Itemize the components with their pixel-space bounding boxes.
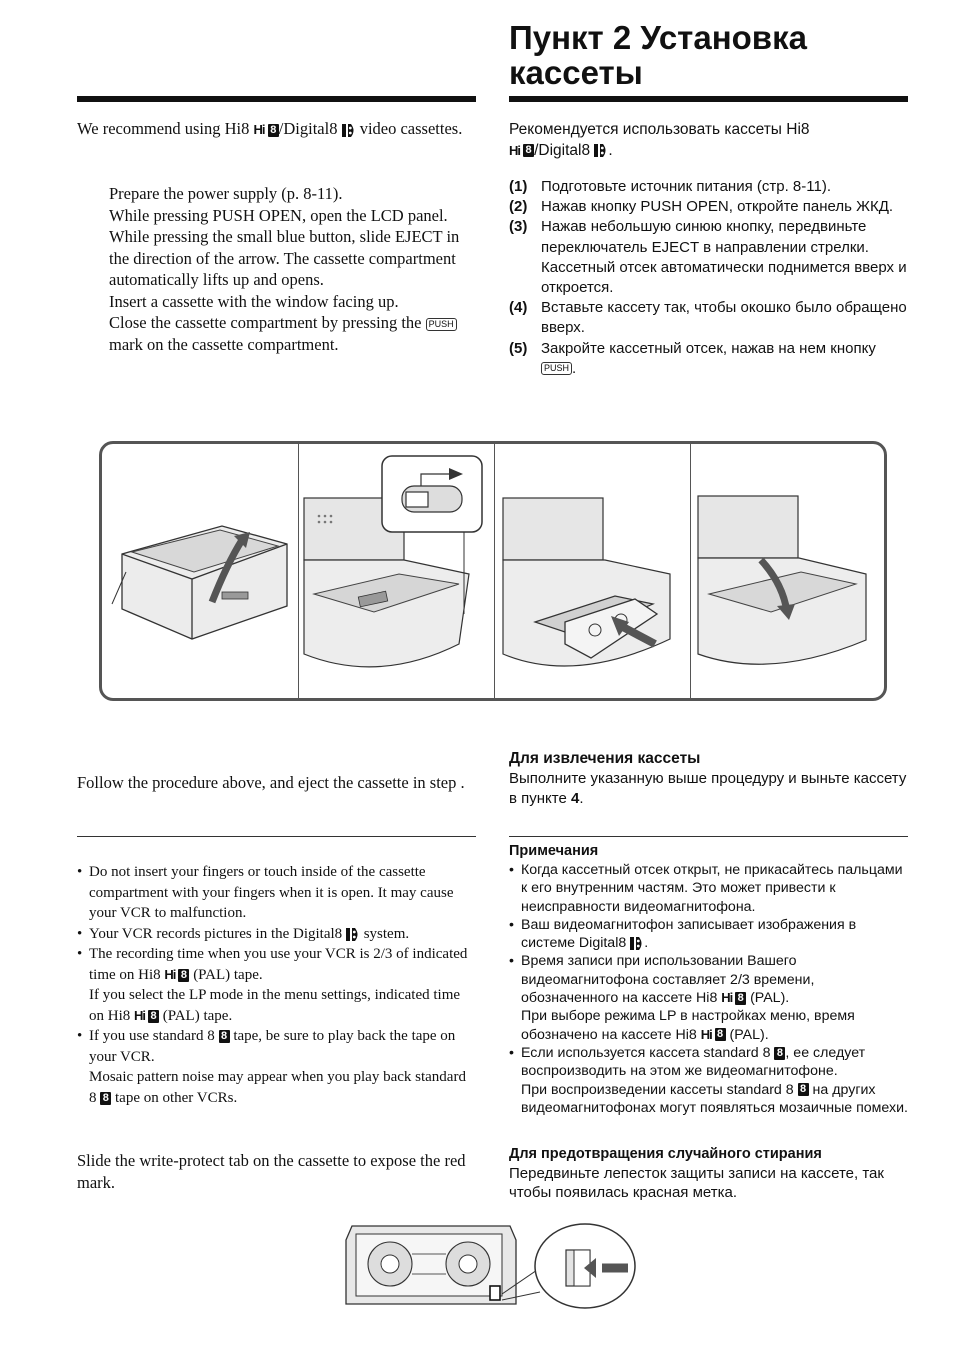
en-protect-text: Slide the write-protect tab on the cassette to expose the red mark. bbox=[77, 1151, 466, 1192]
vcr-lcd-open-eject-illustration bbox=[299, 444, 494, 698]
en-note-2: • Your VCR records pictures in the Digital8 system. bbox=[77, 925, 410, 942]
ru-steps bbox=[509, 177, 909, 379]
digital8-logo-icon bbox=[342, 124, 356, 137]
hi-logo: Hi bbox=[253, 122, 265, 137]
ru-step-1: (1) Подготовьте источник питания (стр. 8-11). bbox=[509, 178, 831, 195]
ru-note-1: • Когда кассетный отсек открыт, не прикасайтесь пальцами к его внутренним частям. Это может привести к неисправности видеомагнитофона. bbox=[509, 862, 903, 915]
ru-header-rule bbox=[509, 96, 908, 102]
hi-logo: Hi bbox=[134, 1007, 145, 1023]
vcr-closed-illustration bbox=[102, 444, 298, 698]
en-steps bbox=[109, 183, 479, 355]
en-step-2: While pressing PUSH OPEN, open the LCD panel. bbox=[109, 205, 448, 225]
format-8-badge: 8 bbox=[523, 144, 534, 157]
en-step-4: Insert a cassette with the window facing up. bbox=[109, 291, 399, 311]
ru-eject-text: Выполните указанную выше процедуру и выньте кассету в пункте 4. bbox=[509, 770, 907, 807]
page-title-line1: Пункт 2 Установка bbox=[509, 19, 807, 56]
ru-notes bbox=[509, 842, 911, 1117]
en-step-3: While pressing the small blue button, slide EJECT in the direction of the arrow. The cassette compartment automatically lifts up and opens. bbox=[109, 227, 460, 289]
hi-logo: Hi bbox=[509, 143, 520, 158]
ru-notes-heading: Примечания bbox=[509, 843, 599, 859]
ru-intro: Рекомендуется использовать кассеты Hi8 Hi 8 /Digital8 . bbox=[509, 121, 810, 159]
ru-step-4: (4) Вставьте кассету так, чтобы окошко было обращено вверх. bbox=[509, 299, 907, 337]
format-8-badge: 8 bbox=[774, 1047, 785, 1060]
push-mark-icon: PUSH bbox=[541, 362, 572, 375]
format-8-badge: 8 bbox=[715, 1028, 726, 1041]
page-title bbox=[509, 20, 909, 90]
hi-logo: Hi bbox=[700, 1026, 712, 1042]
format-8-badge: 8 bbox=[178, 969, 189, 982]
digital8-logo-icon bbox=[630, 937, 644, 950]
en-note-3: • The recording time when you use your VCR is 2/3 of indicated time on Hi8 Hi 8 (PAL) tape. If you select the LP mode in the menu settings, indicated time on Hi8 Hi 8 (PAL) tape. bbox=[77, 944, 477, 1026]
ru-protect-text: Передвиньте лепесток защиты записи на кассете, так чтобы появилась красная метка. bbox=[509, 1165, 884, 1201]
digital8-logo-icon bbox=[594, 144, 608, 157]
vcr-insert-cassette-illustration bbox=[495, 444, 690, 698]
en-intro: We recommend using Hi8 Hi 8 /Digital8 video cassettes. bbox=[77, 118, 479, 141]
en-header-rule bbox=[77, 96, 476, 102]
ru-note-3: • Время записи при использовании Вашего видеомагнитофона составляет 2/3 времени, обозначенного на кассете Hi8 Hi 8 (PAL). При выборе режима LP в настройках меню, время обозначено на кассете Hi8 Hi 8 (PAL). bbox=[509, 953, 855, 1043]
en-step-1: Prepare the power supply (p. 8-11). bbox=[109, 184, 343, 203]
ru-eject-heading: Для извлечения кассеты bbox=[509, 750, 701, 767]
cassette-write-protect-illustration bbox=[340, 1220, 640, 1312]
vcr-close-compartment-illustration bbox=[691, 444, 887, 698]
ru-protect-section bbox=[509, 1145, 909, 1202]
en-step-5: Close the cassette compartment by pressing the PUSH mark on the cassette compartment. bbox=[109, 312, 479, 355]
illustration-step-1 bbox=[102, 444, 299, 698]
ru-note-2: • Ваш видеомагнитофон записывает изображения в системе Digital8 . bbox=[509, 916, 857, 952]
illustration-step-2 bbox=[299, 444, 495, 698]
ru-note-4: • Если используется кассета standard 8 8 , ее следует воспроизводить на этом же видеомагнитофоне. При воспроизведении кассеты standard 8 8 на других видеомагнитофонах могут появляться мозаичные помехи. bbox=[509, 1044, 908, 1116]
format-8-badge: 8 bbox=[735, 992, 746, 1005]
en-note-4: • If you use standard 8 8 tape, be sure to play back the tape on your VCR. Mosaic pattern noise may appear when you play back standard 8 8 tape on other VCRs. bbox=[77, 1028, 466, 1106]
format-8-badge: 8 bbox=[268, 124, 279, 137]
push-mark-icon: PUSH bbox=[426, 318, 457, 331]
ru-protect-heading: Для предотвращения случайного стирания bbox=[509, 1146, 822, 1162]
ru-step-2: (2) Нажав кнопку PUSH OPEN, откройте панель ЖКД. bbox=[509, 198, 894, 216]
en-note-1: • Do not insert your fingers or touch inside of the cassette compartment with your fingers when it is open. It may cause your VCR to malfunction. bbox=[77, 864, 454, 921]
hi-logo: Hi bbox=[721, 990, 733, 1006]
page-title-line2: кассеты bbox=[509, 54, 643, 91]
ru-notes-rule bbox=[509, 836, 908, 837]
ru-eject-section bbox=[509, 748, 909, 809]
format-8-badge: 8 bbox=[100, 1092, 111, 1105]
format-8-badge: 8 bbox=[148, 1010, 159, 1023]
en-notes bbox=[77, 862, 477, 1108]
illustration-strip bbox=[99, 441, 887, 701]
format-8-badge: 8 bbox=[219, 1030, 230, 1043]
illustration-step-4 bbox=[691, 444, 887, 698]
en-notes-rule bbox=[77, 836, 476, 837]
digital8-logo-icon bbox=[346, 928, 360, 941]
ru-step-5: (5) Закройте кассетный отсек, нажав на нем кнопку PUSH . bbox=[509, 339, 876, 377]
en-eject-text: Follow the procedure above, and eject the cassette in step . bbox=[77, 773, 465, 792]
format-8-badge: 8 bbox=[798, 1083, 809, 1096]
hi-logo: Hi bbox=[164, 966, 176, 982]
illustration-step-3 bbox=[495, 444, 691, 698]
ru-step-3: (3) Нажав небольшую синюю кнопку, передвиньте переключатель EJECT в направлении стрелки. Кассетный отсек автоматически поднимется вверх и откроется. bbox=[509, 218, 907, 297]
